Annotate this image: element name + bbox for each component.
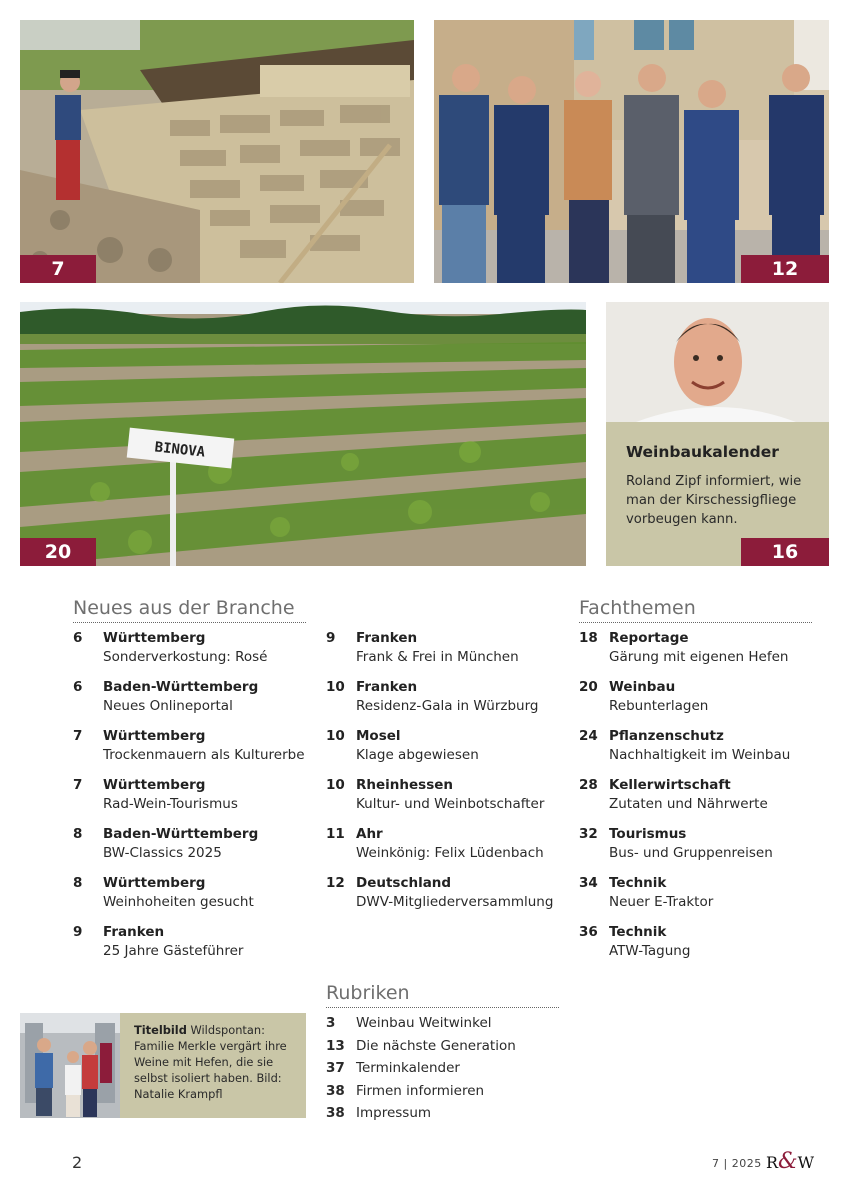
photo-stone-wall — [20, 20, 414, 283]
toc-entry[interactable] — [326, 1015, 566, 1038]
toc-region: Franken — [356, 679, 418, 695]
toc-title: Die nächste Generation — [356, 1037, 516, 1054]
section-heading-rubriken: Rubriken — [326, 982, 559, 1008]
toc-entry[interactable] — [73, 875, 313, 924]
toc-title: Impressum — [356, 1105, 432, 1121]
weinbaukalender-teaser: Roland Zipf informiert, wie man der Kirschessigfliege vorbeugen kann. — [626, 474, 802, 527]
toc-title: Zutaten und Nährwerte — [609, 796, 768, 812]
toc-region: Württemberg — [103, 728, 206, 744]
toc-entry[interactable] — [73, 679, 313, 728]
toc-title: Kultur- und Weinbotschafter — [356, 796, 545, 812]
toc-title: Bus- und Gruppenreisen — [609, 845, 773, 861]
cover-thumbnail — [20, 1013, 120, 1118]
toc-entry[interactable] — [579, 875, 819, 924]
toc-entry[interactable] — [326, 728, 566, 777]
toc-entry[interactable] — [326, 630, 566, 679]
toc-title: Gärung mit eigenen Hefen — [609, 649, 789, 665]
toc-entry[interactable] — [326, 1060, 566, 1083]
logo-letter-w: W — [797, 1153, 815, 1172]
toc-region: Kellerwirtschaft — [609, 777, 731, 793]
toc-entry[interactable] — [326, 679, 566, 728]
logo-ampersand: & — [778, 1149, 798, 1174]
toc-entry[interactable] — [579, 728, 819, 777]
toc-title: 25 Jahre Gästeführer — [103, 943, 244, 959]
toc-page: 6 — [73, 630, 83, 646]
toc-entry[interactable] — [326, 1105, 566, 1128]
magazine-logo — [766, 1149, 814, 1174]
weinbaukalender-title: Weinbaukalender — [626, 443, 779, 461]
photo-group — [434, 20, 829, 283]
weinbaukalender-box[interactable] — [606, 302, 829, 566]
toc-page: 12 — [326, 875, 345, 891]
photo-vineyard — [20, 302, 586, 566]
toc-page: 10 — [326, 679, 345, 695]
toc-page: 24 — [579, 728, 598, 744]
toc-page: 7 — [73, 728, 83, 744]
toc-entry[interactable] — [579, 777, 819, 826]
page-folio: 2 — [72, 1153, 83, 1172]
toc-title: Sonderverkostung: Rosé — [103, 649, 268, 665]
cover-info-box — [20, 1013, 306, 1118]
toc-title: Neues Onlineportal — [103, 698, 233, 714]
toc-column-neues-1 — [73, 630, 313, 973]
toc-entry[interactable] — [73, 777, 313, 826]
toc-title: DWV-Mitgliederversammlung — [356, 894, 554, 910]
toc-title: Trockenmauern als Kulturerbe — [103, 747, 305, 763]
page-number-badge: 16 — [741, 538, 829, 566]
toc-page: 37 — [326, 1060, 345, 1076]
portrait-photo — [606, 302, 829, 422]
toc-title: Terminkalender — [356, 1060, 460, 1076]
toc-entry[interactable] — [326, 826, 566, 875]
toc-title: Klage abgewiesen — [356, 747, 479, 763]
toc-entry[interactable] — [326, 1038, 566, 1061]
toc-region: Ahr — [356, 826, 383, 842]
toc-title: Neuer E-Traktor — [609, 894, 714, 910]
toc-region: Rheinhessen — [356, 777, 454, 793]
toc-entry[interactable] — [579, 679, 819, 728]
logo-letter-r: R — [766, 1153, 779, 1172]
toc-page: 34 — [579, 875, 598, 891]
toc-page: 7 — [73, 777, 83, 793]
toc-page: 38 — [326, 1082, 345, 1099]
toc-entry[interactable] — [73, 630, 313, 679]
cover-caption — [134, 1022, 300, 1102]
toc-entry[interactable] — [579, 924, 819, 973]
toc-page: 10 — [326, 777, 345, 793]
toc-region: Baden-Württemberg — [103, 826, 259, 842]
cover-description: Wildspontan: Familie Merkle vergärt ihre Weine mit Hefen, die sie selbst isoliert haben. — [134, 1023, 287, 1085]
toc-column-neues-2 — [326, 630, 566, 924]
section-heading-fachthemen: Fachthemen — [579, 597, 812, 623]
toc-page: 9 — [326, 630, 336, 646]
toc-title: Weinbau Weitwinkel — [356, 1015, 492, 1031]
toc-region: Württemberg — [103, 777, 206, 793]
sign-label: BINOVA — [153, 439, 206, 461]
toc-page: 18 — [579, 630, 598, 646]
toc-page: 9 — [73, 924, 83, 940]
toc-page: 38 — [326, 1105, 345, 1121]
toc-region: Mosel — [356, 728, 401, 744]
toc-page: 8 — [73, 826, 83, 842]
toc-page: 32 — [579, 826, 598, 842]
toc-page: 11 — [326, 826, 345, 842]
toc-page: 28 — [579, 777, 598, 793]
toc-page: 3 — [326, 1015, 336, 1031]
toc-title: Rebunterlagen — [609, 698, 709, 714]
toc-entry[interactable] — [73, 924, 313, 973]
toc-region: Technik — [609, 875, 667, 891]
toc-region: Weinbau — [609, 679, 676, 695]
toc-region: Tourismus — [609, 826, 687, 842]
cover-label: Titelbild — [134, 1023, 187, 1037]
toc-region: Technik — [609, 924, 667, 940]
toc-region: Reportage — [609, 630, 689, 646]
section-heading-neues: Neues aus der Branche — [73, 597, 306, 623]
page-number-badge: 20 — [20, 538, 96, 566]
toc-region: Pflanzenschutz — [609, 728, 724, 744]
toc-page: 20 — [579, 679, 598, 695]
issue-number: 7 | 2025 — [712, 1157, 762, 1170]
toc-entry[interactable] — [326, 1083, 566, 1106]
toc-title: Nachhaltigkeit im Weinbau — [609, 747, 791, 763]
toc-title: Rad-Wein-Tourismus — [103, 796, 238, 812]
toc-entry[interactable] — [73, 728, 313, 777]
toc-region: Franken — [356, 630, 418, 646]
toc-title: BW-Classics 2025 — [103, 845, 222, 861]
toc-title: Weinhoheiten gesucht — [103, 894, 254, 910]
page-number-badge: 12 — [741, 255, 829, 283]
toc-page: 13 — [326, 1037, 345, 1054]
toc-column-rubriken — [326, 1015, 566, 1128]
toc-title: Weinkönig: Felix Lüdenbach — [356, 845, 544, 861]
toc-page: 6 — [73, 679, 83, 695]
toc-column-fachthemen — [579, 630, 819, 973]
toc-page: 36 — [579, 924, 598, 940]
toc-title: Residenz-Gala in Würzburg — [356, 698, 539, 714]
toc-region: Deutschland — [356, 875, 452, 891]
toc-entry[interactable] — [579, 630, 819, 679]
toc-title: ATW-Tagung — [609, 943, 691, 959]
cover-credit: Bild: Natalie Krampfl — [134, 1071, 282, 1101]
toc-region: Franken — [103, 924, 165, 940]
toc-region: Württemberg — [103, 630, 206, 646]
toc-region: Württemberg — [103, 875, 206, 891]
toc-entry[interactable] — [326, 777, 566, 826]
toc-page: 8 — [73, 875, 83, 891]
toc-entry[interactable] — [579, 826, 819, 875]
toc-page: 10 — [326, 728, 345, 744]
page-number-badge: 7 — [20, 255, 96, 283]
toc-title: Firmen informieren — [356, 1082, 485, 1099]
toc-title: Frank & Frei in München — [356, 649, 519, 665]
toc-region: Baden-Württemberg — [103, 679, 259, 695]
toc-entry[interactable] — [73, 826, 313, 875]
toc-entry[interactable] — [326, 875, 566, 924]
